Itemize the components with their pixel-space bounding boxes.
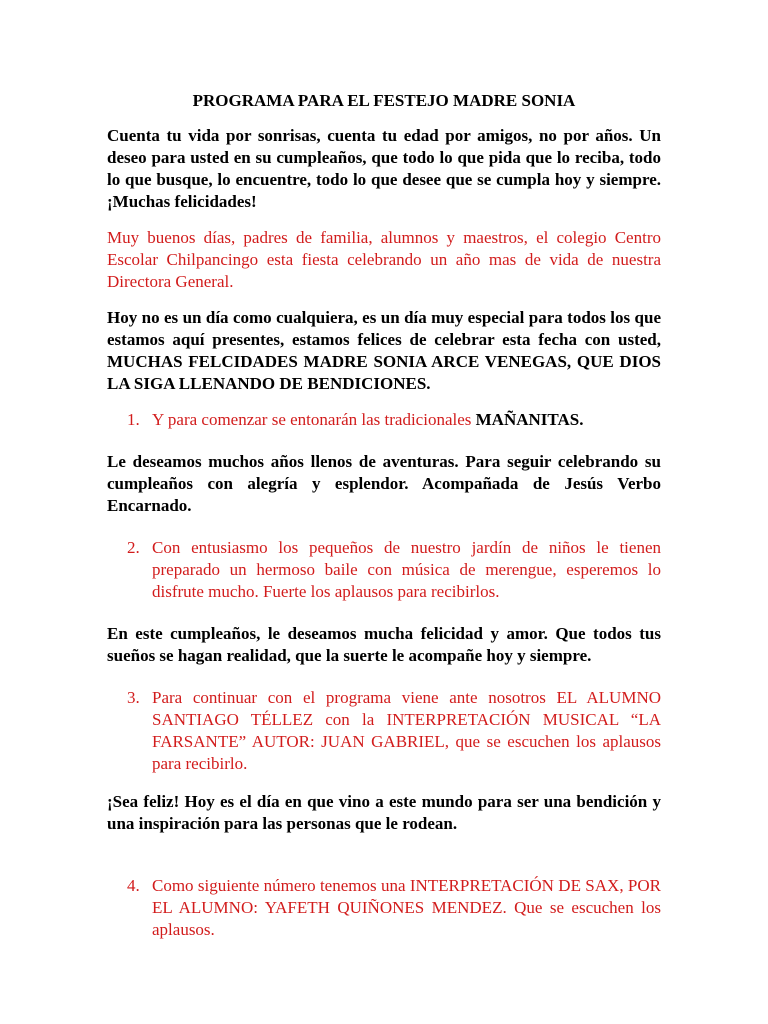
wishes-paragraph-2: En este cumpleaños, le deseamos mucha felicidad y amor. Que todos tus sueños se hagan realidad, que la suerte le acompañe hoy y siempre. — [107, 624, 661, 665]
program-item-1 — [107, 409, 661, 431]
item-emphasis: MAÑANITAS. — [475, 410, 584, 429]
program-item-4 — [107, 875, 661, 941]
document-page — [107, 90, 661, 957]
item-text: Y para comenzar se entonarán las tradicionales — [152, 410, 476, 429]
item-number: 2. — [127, 538, 140, 557]
document-title: PROGRAMA PARA EL FESTEJO MADRE SONIA — [192, 91, 576, 110]
program-item-2 — [107, 537, 661, 603]
wishes-paragraph-3: ¡Sea feliz! Hoy es el día en que vino a este mundo para ser una bendición y una inspiración para las personas que le rodean. — [107, 792, 661, 833]
item-number: 1. — [127, 410, 140, 429]
special-day-paragraph: Hoy no es un día como cualquiera, es un día muy especial para todos los que estamos aquí presentes, estamos felices de celebrar esta fecha con usted, MUCHAS FELCIDADES MADRE SONIA ARCE VENEGAS, QUE DIOS LA SIGA LLENANDO DE BENDICIONES. — [107, 308, 661, 393]
program-item-3 — [107, 687, 661, 775]
item-number: 3. — [127, 688, 140, 707]
welcome-paragraph: Muy buenos días, padres de familia, alumnos y maestros, el colegio Centro Escolar Chilpancingo esta fiesta celebrando un año mas de vida de nuestra Directora General. — [107, 228, 661, 291]
spacer — [107, 849, 661, 875]
intro-paragraph: Cuenta tu vida por sonrisas, cuenta tu edad por amigos, no por años. Un deseo para usted en su cumpleaños, que todo lo que pida que lo reciba, todo lo que busque, lo encuentre, todo lo que desee que se cumpla hoy y siempre. ¡Muchas felicidades! — [107, 126, 661, 211]
wishes-paragraph-1: Le deseamos muchos años llenos de aventuras. Para seguir celebrando su cumpleaños con alegría y esplendor. Acompañada de Jesús Verbo Encarnado. — [107, 452, 661, 515]
item-text: Para continuar con el programa viene ante nosotros EL ALUMNO SANTIAGO TÉLLEZ con la INTERPRETACIÓN MUSICAL “LA FARSANTE” AUTOR: JUAN GABRIEL, que se escuchen los aplausos para recibirlo. — [152, 688, 661, 773]
item-text: Como siguiente número tenemos una INTERPRETACIÓN DE SAX, POR EL ALUMNO: YAFETH QUIÑONES MENDEZ. Que se escuchen los aplausos. — [152, 876, 661, 939]
item-text: Con entusiasmo los pequeños de nuestro jardín de niños le tienen preparado un hermoso baile con música de merengue, esperemos lo disfrute mucho. Fuerte los aplausos para recibirlos. — [152, 538, 661, 601]
item-number: 4. — [127, 876, 140, 895]
